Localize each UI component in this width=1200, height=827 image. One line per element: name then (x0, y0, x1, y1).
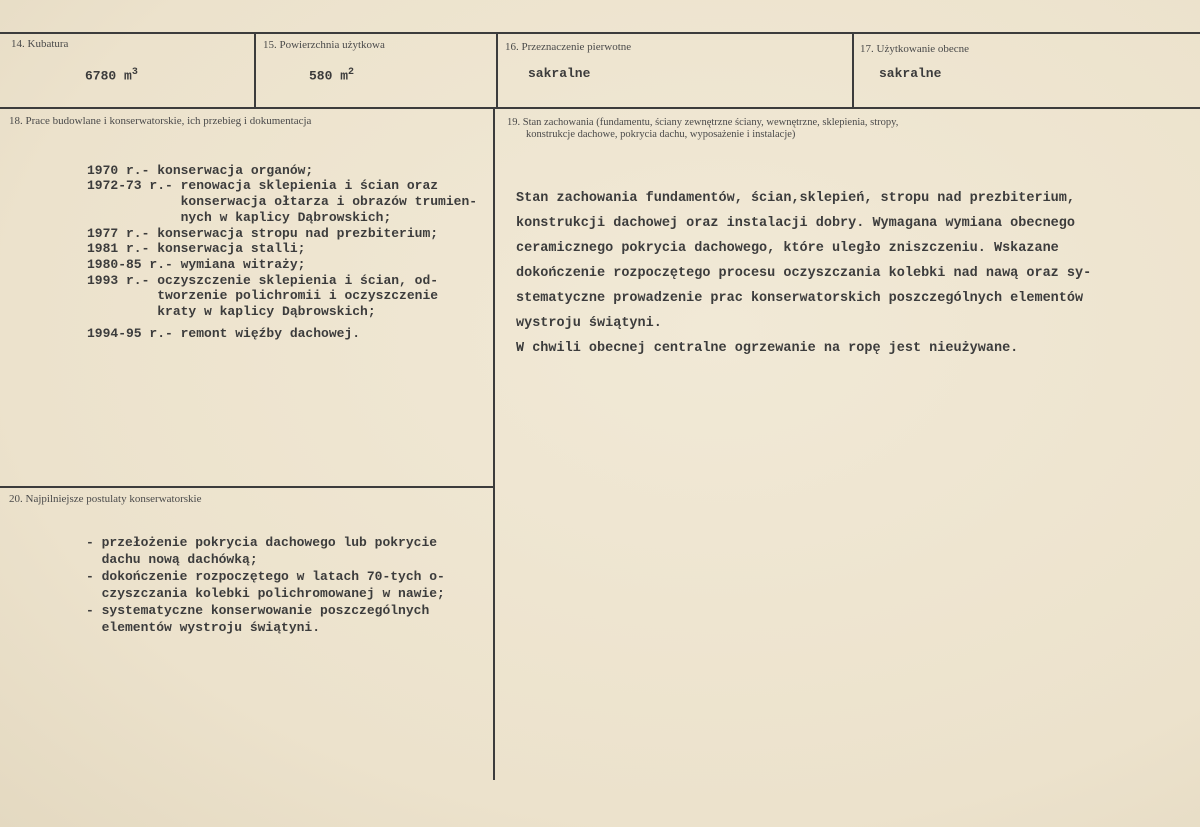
field-14-unit-exponent: 3 (131, 67, 138, 78)
field-18-line: tworzenie polichromii i oczyszczenie (87, 288, 439, 304)
field-19-line: wystroju świątyni. (516, 316, 662, 331)
field-14-label: 14. Kubatura (11, 38, 69, 50)
field-18-line: nych w kaplicy Dąbrowskich; (87, 209, 392, 225)
field-20-label: 20. Najpilniejsze postulaty konserwatorskie (9, 493, 202, 505)
field-16-value: sakralne (528, 66, 591, 81)
field-16-label: 16. Przeznaczenie pierwotne (505, 41, 632, 53)
field-18-last-line: 1994-95 r.- remont więźby dachowej. (87, 326, 361, 341)
field-20-line: dachu nową dachówką; (86, 552, 258, 567)
field-19-line: konstrukcji dachowej oraz instalacji dobry. Wymagana wymiana obecnego (516, 216, 1075, 231)
top-rule (0, 32, 1200, 34)
field-18-line: 1993 r.- oczyszczenie sklepienia i ścian, od- (87, 272, 439, 288)
field-20-text (86, 517, 445, 636)
field-18-line: 1977 r.- konserwacja stropu nad prezbiterium; (87, 225, 439, 241)
field-20-line: czyszczania kolebki polichromowanej w nawie; (86, 586, 445, 601)
field-15-value: 580 $m^2$ (309, 67, 355, 84)
field-19-line: dokończenie rozpoczętego procesu oczyszczania kolebki nad nawą oraz sy- (516, 266, 1092, 281)
field-18-line: 1981 r.- konserwacja stalli; (87, 241, 306, 257)
row1-bottom-rule (0, 107, 1200, 109)
field-15-unit-exponent: 2 (348, 67, 355, 78)
field-18-line: konserwacja ołtarza i obrazów trumien- (87, 194, 478, 210)
field-19-label-line2: konstrukcje dachowe, pokrycia dachu, wyposażenie i instalacje) (526, 129, 796, 140)
field-18-line: 1972-73 r.- renowacja sklepienia i ścian oraz (87, 178, 439, 194)
divider-16-17 (852, 33, 854, 107)
field-19-line: W chwili obecnej centralne ogrzewanie na ropę jest nieużywane. (516, 341, 1019, 356)
row2-bottom-rule (0, 486, 494, 488)
field-18-line: 1970 r.- konserwacja organów; (87, 162, 314, 178)
field-18-line: kraty w kaplicy Dąbrowskich; (87, 304, 376, 320)
field-17-value: sakralne (879, 66, 942, 81)
divider-18-19 (493, 108, 495, 780)
field-19-line: stematyczne prowadzenie prac konserwatorskich poszczególnych elementów (516, 291, 1084, 306)
field-19-text (516, 161, 1091, 361)
field-20-line: - przełożenie pokrycia dachowego lub pokrycie (86, 535, 438, 550)
field-20-line: - dokończenie rozpoczętego w latach 70-tych o- (86, 569, 445, 584)
field-15-label: 15. Powierzchnia użytkowa (263, 39, 385, 51)
divider-15-16 (496, 33, 498, 107)
field-19-line: Stan zachowania fundamentów, ścian,sklepień, stropu nad prezbiterium, (516, 191, 1075, 206)
field-18-text (87, 147, 477, 320)
field-14-value: 6780 $m^3$ (85, 67, 138, 84)
field-20-line: - systematyczne konserwowanie poszczególnych (86, 603, 430, 618)
field-20-line: elementów wystroju świątyni. (86, 620, 321, 635)
field-18-line: 1980-85 r.- wymiana witraży; (87, 256, 306, 272)
divider-14-15 (254, 33, 256, 107)
field-17-label: 17. Użytkowanie obecne (860, 43, 970, 55)
field-19-line: ceramicznego pokrycia dachowego, które uległo zniszczeniu. Wskazane (516, 241, 1059, 256)
field-19-label-line1: 19. Stan zachowania (fundamentu, ściany zewnętrzne ściany, wewnętrzne, sklepienia, stropy, (507, 117, 899, 128)
field-18-label: 18. Prace budowlane i konserwatorskie, ich przebieg i dokumentacja (9, 115, 312, 127)
